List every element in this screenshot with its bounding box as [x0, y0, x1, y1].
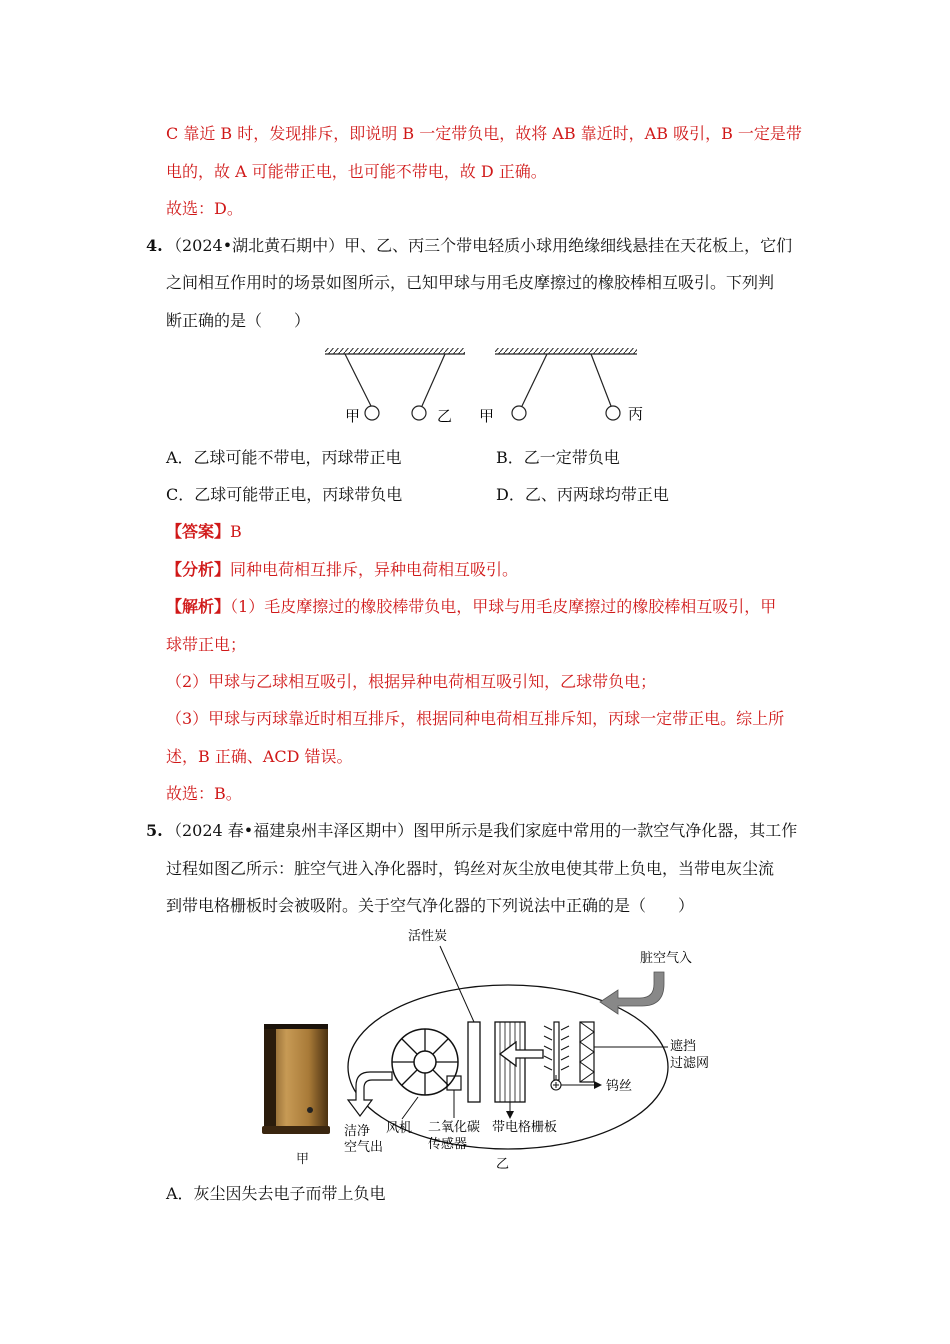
ball-label: 乙 — [437, 407, 453, 425]
answer-tag: 【答案】 — [166, 522, 231, 541]
figure-caption: 乙 — [496, 1157, 510, 1172]
solution-text-line: 述，B 正确、ACD 错误。 — [166, 747, 353, 766]
solution-text-line: （3）甲球与丙球靠近时相互排斥，根据同种电荷相互排斥知，丙球一定带正电。综上所 — [166, 709, 785, 728]
air-purifier-photo — [258, 1020, 338, 1170]
ball-label: 丙 — [628, 405, 644, 423]
purifier-diagram — [330, 922, 730, 1172]
question-text-line: （2024•湖北黄石期中）甲、乙、丙三个带电轻质小球用绝缘细线悬挂在天花板上，它们 — [166, 236, 793, 255]
solution-tag: 【解析】 — [166, 597, 231, 616]
analysis-text: 同种电荷相互排斥，异种电荷相互吸引。 — [230, 560, 519, 579]
question-text-line: 到带电格栅板时会被吸附。关于空气净化器的下列说法中正确的是（ ） — [166, 896, 695, 915]
option-d: D．乙、丙两球均带正电 — [496, 485, 669, 504]
label-filter-l1: 遮挡 — [670, 1039, 697, 1054]
label-clean-l1: 洁净 — [344, 1124, 371, 1139]
figure-caption: 甲 — [296, 1152, 310, 1167]
solution-text: （1）毛皮摩擦过的橡胶棒带负电，甲球与用毛皮摩擦过的橡胶棒相互吸引，甲 — [230, 597, 777, 616]
label-co2-l1: 二氧化碳 — [428, 1120, 481, 1135]
option-a: A．灰尘因失去电子而带上负电 — [166, 1184, 386, 1203]
label-co2-l2: 传感器 — [428, 1137, 468, 1152]
ball-label: 甲 — [345, 407, 361, 425]
option-a: A．乙球可能不带电，丙球带正电 — [166, 448, 402, 467]
answer-value: B — [230, 522, 242, 541]
solution-text-line: 球带正电； — [166, 635, 247, 654]
answer-choice: 故选：D。 — [166, 199, 243, 218]
analysis-line — [166, 559, 518, 581]
option-c: C．乙球可能带正电，丙球带负电 — [166, 485, 403, 504]
label-activated-carbon: 活性炭 — [408, 929, 448, 944]
answer-choice: 故选：B。 — [166, 784, 242, 803]
option-b: B．乙一定带负电 — [496, 448, 620, 467]
ball-label: 甲 — [479, 407, 495, 425]
solution-text-line: C 靠近 B 时，发现排斥，即说明 B 一定带负电，故将 AB 靠近时，AB 吸引，B 一定是带 — [166, 124, 802, 143]
question-text-line: 之间相互作用时的场景如图所示，已知甲球与用毛皮摩擦过的橡胶棒相互吸引。下列判 — [166, 273, 775, 292]
label-fan: 风机 — [386, 1121, 413, 1136]
solution-text-line: 电的，故 A 可能带正电，也可能不带电，故 D 正确。 — [166, 162, 547, 181]
label-dirty-air: 脏空气入 — [640, 951, 693, 966]
pendulum-figure — [315, 340, 655, 435]
label-grid-plate: 带电格栅板 — [492, 1120, 558, 1135]
question-number: 5. — [146, 821, 163, 840]
question-number: 4. — [146, 236, 163, 255]
answer-line — [166, 521, 242, 543]
label-filter-l2: 过滤网 — [670, 1056, 710, 1071]
question-text-line: 断正确的是（ ） — [166, 311, 311, 330]
question-text-line: （2024 春•福建泉州丰泽区期中）图甲所示是我们家庭中常用的一款空气净化器，其工作 — [166, 821, 798, 840]
analysis-tag: 【分析】 — [166, 560, 231, 579]
question-text-line: 过程如图乙所示：脏空气进入净化器时，钨丝对灰尘放电使其带上负电，当带电灰尘流 — [166, 859, 775, 878]
solution-text-line: （2）甲球与乙球相互吸引，根据异种电荷相互吸引知，乙球带负电； — [166, 672, 657, 691]
label-clean-l2: 空气出 — [344, 1140, 384, 1155]
label-tungsten: 钨丝 — [606, 1079, 633, 1094]
solution-line — [166, 596, 776, 618]
